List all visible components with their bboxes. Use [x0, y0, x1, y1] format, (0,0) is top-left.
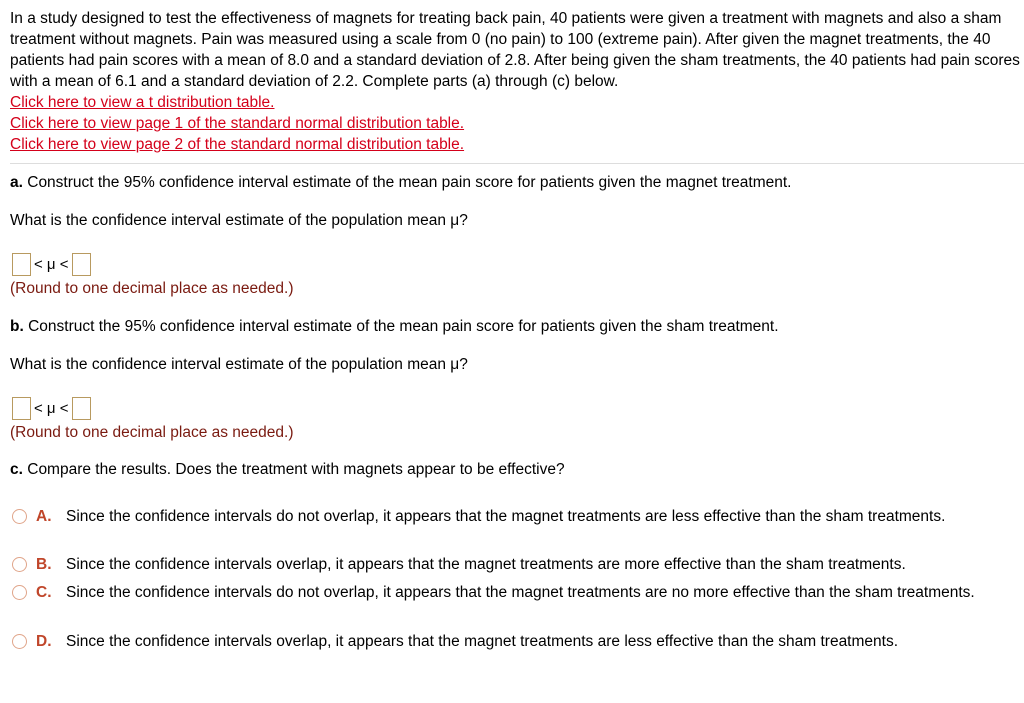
mu-symbol: < μ < [34, 400, 69, 417]
part-a-label: a. [10, 174, 23, 191]
radio-button[interactable] [12, 585, 27, 600]
problem-statement [10, 8, 1020, 155]
part-b-answer [12, 397, 91, 420]
radio-button[interactable] [12, 634, 27, 649]
part-a-text: Construct the 95% confidence interval estimate of the mean pain score for patients given the magnet treatment. [22, 174, 792, 191]
part-c-heading [10, 461, 565, 479]
normal-table-page2-link[interactable]: Click here to view page 2 of the standard normal distribution table. [10, 136, 465, 153]
option-text: Since the confidence intervals do not overlap, it appears that the magnet treatments are no more effective than the sham treatments. [66, 584, 975, 601]
t-table-link[interactable]: Click here to view a t distribution table. [10, 94, 275, 111]
part-b-question: What is the confidence interval estimate of the population mean μ? [10, 356, 468, 373]
part-a-hint: (Round to one decimal place as needed.) [10, 280, 294, 297]
part-c-label: c. [10, 461, 23, 478]
option-letter: B. [36, 556, 52, 573]
intro-text: In a study designed to test the effectiveness of magnets for treating back pain, 40 patients were given a treatment with magnets and also a sham treatment without magnets. Pain was measured using a scale from 0 (no pain) to 100 (extreme pain). After given the magnet treatments, the 40 patients had pain scores with a mean of 8.0 and a standard deviation of 2.8. After being given the sham treatments, the 40 patients had pain scores with a mean of 6.1 and a standard deviation of 2.2. Complete parts (a) through (c) below. [10, 10, 1020, 90]
radio-button[interactable] [12, 509, 27, 524]
part-b-text: Construct the 95% confidence interval estimate of the mean pain score for patients given the sham treatment. [23, 318, 779, 335]
part-b-heading [10, 318, 779, 336]
option-text: Since the confidence intervals do not overlap, it appears that the magnet treatments are less effective than the sham treatments. [66, 508, 946, 525]
part-b-label: b. [10, 318, 24, 335]
part-a-lower-input[interactable] [12, 253, 31, 276]
option-b[interactable] [12, 554, 1006, 575]
option-c[interactable] [12, 582, 1006, 603]
option-text: Since the confidence intervals overlap, it appears that the magnet treatments are more effective than the sham treatments. [66, 556, 906, 573]
divider [10, 163, 1024, 164]
part-a-question: What is the confidence interval estimate of the population mean μ? [10, 212, 468, 229]
part-b-hint: (Round to one decimal place as needed.) [10, 424, 294, 441]
part-c-text: Compare the results. Does the treatment with magnets appear to be effective? [22, 461, 565, 478]
option-text: Since the confidence intervals overlap, it appears that the magnet treatments are less effective than the sham treatments. [66, 633, 899, 650]
option-letter: D. [36, 633, 52, 650]
option-letter: C. [36, 584, 52, 601]
part-a-heading [10, 174, 791, 192]
option-d[interactable] [12, 631, 1006, 652]
normal-table-page1-link[interactable]: Click here to view page 1 of the standard normal distribution table. [10, 115, 465, 132]
part-b-upper-input[interactable] [72, 397, 91, 420]
option-letter: A. [36, 508, 52, 525]
radio-button[interactable] [12, 557, 27, 572]
part-a-upper-input[interactable] [72, 253, 91, 276]
mu-symbol: < μ < [34, 256, 69, 273]
part-a-answer [12, 253, 91, 276]
part-b-lower-input[interactable] [12, 397, 31, 420]
option-a[interactable] [12, 506, 1006, 527]
